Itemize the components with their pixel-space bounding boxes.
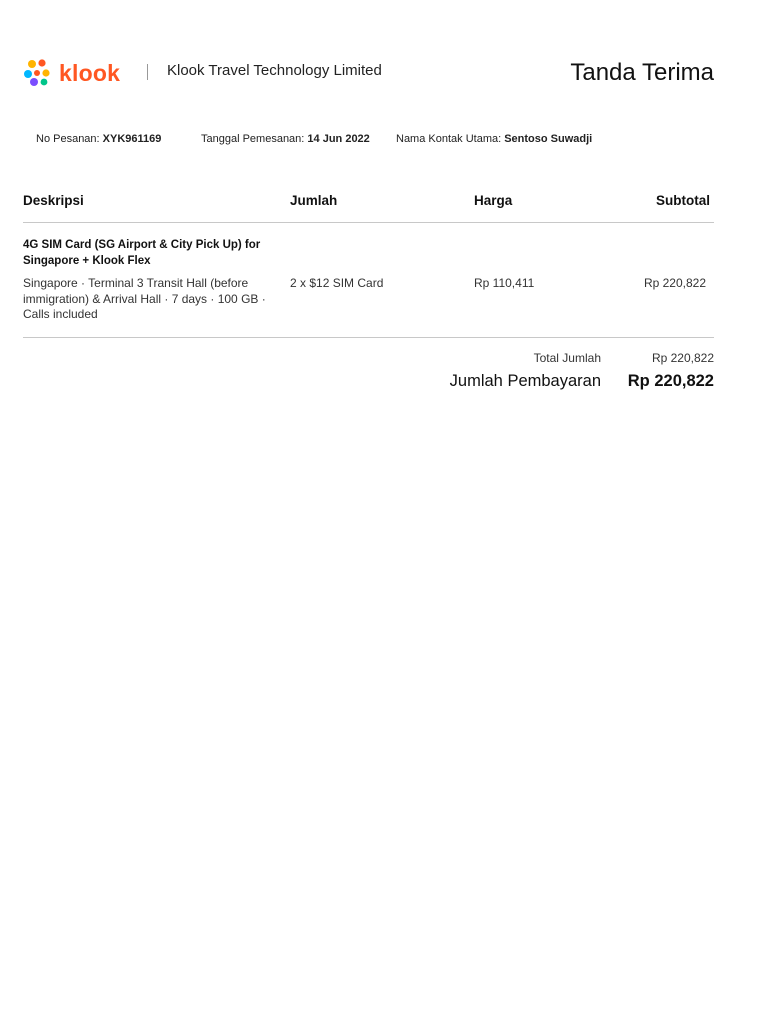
booking-date-value: 14 Jun 2022 [307,133,370,145]
payment-label: Jumlah Pembayaran [449,372,601,390]
booking-date-label: Tanggal Pemesanan: [201,133,305,145]
item-title: 4G SIM Card (SG Airport & City Pick Up) for Singapore + Klook Flex [23,239,261,267]
primary-contact [396,133,592,145]
company-name: Klook Travel Technology Limited [167,62,382,79]
total-value: Rp 220,822 [651,351,714,365]
column-header-description: Deskripsi [23,193,84,208]
order-number-value: XYK961169 [102,133,162,145]
booking-date [201,133,370,145]
order-number [36,133,161,145]
klook-wordmark: klook [59,59,121,86]
table-header-divider [23,222,714,223]
table-footer-divider [23,337,714,338]
document-title: Tanda Terima [570,59,714,86]
item-quantity: 2 x $12 SIM Card [290,276,384,290]
payment-value: Rp 220,822 [627,372,714,390]
item-detail: Singapore · Terminal 3 Transit Hall (before immigration) & Arrival Hall · 7 days · 100 GB · Calls included [23,276,266,321]
primary-contact-value: Sentoso Suwadji [504,133,593,145]
primary-contact-label: Nama Kontak Utama: [396,133,502,145]
order-number-label: No Pesanan: [36,133,100,145]
total-label: Total Jumlah [533,351,601,365]
header-divider [147,64,148,80]
item-price: Rp 110,411 [474,276,535,290]
klook-logo-icon [23,58,53,88]
column-header-subtotal: Subtotal [656,193,710,208]
klook-logo [23,58,120,88]
column-header-price: Harga [474,193,513,208]
column-header-quantity: Jumlah [290,193,338,208]
item-subtotal: Rp 220,822 [643,276,706,290]
